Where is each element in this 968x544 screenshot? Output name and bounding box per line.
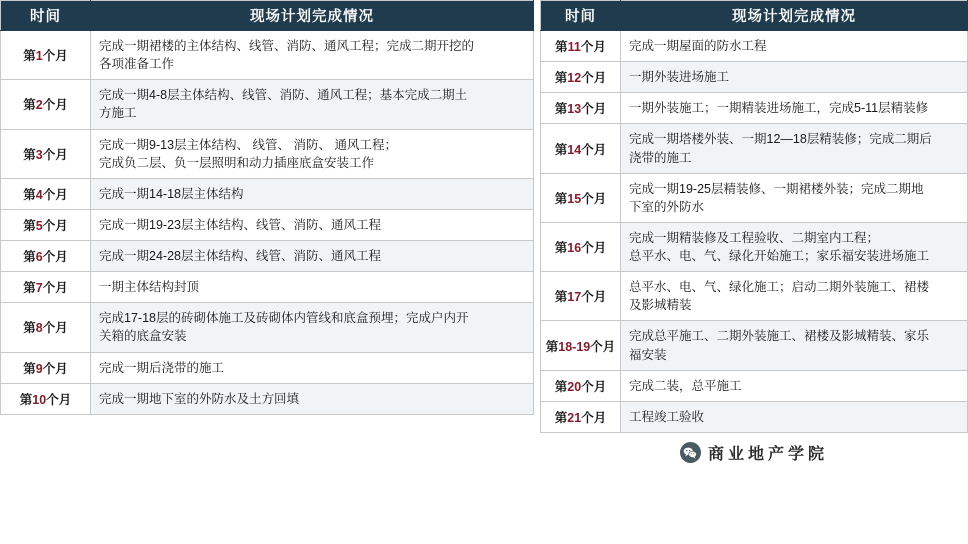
row-time-20	[541, 370, 621, 401]
wechat-icon	[680, 442, 701, 463]
row-time-1	[1, 31, 91, 80]
month-suffix: 个月	[581, 241, 607, 255]
month-prefix: 第	[554, 241, 568, 255]
table-row	[1, 178, 534, 209]
month-suffix: 个月	[42, 250, 68, 265]
desc-line: 完成总平施工、二期外装施工、裙楼及影城精装、家乐	[629, 329, 930, 344]
desc-line: 完成二装，总平施工	[629, 378, 742, 393]
row-desc-9	[91, 352, 534, 383]
row-time-9	[1, 352, 91, 383]
desc-line: 浇带的施工	[629, 150, 692, 165]
month-suffix: 个月	[581, 71, 607, 86]
month-number: 12	[567, 71, 582, 86]
month-prefix: 第	[554, 410, 568, 425]
row-desc-14	[621, 124, 968, 173]
row-desc-10	[91, 383, 534, 414]
row-time-14	[541, 124, 621, 173]
month-suffix: 个月	[581, 410, 607, 425]
left-schedule-table	[0, 0, 534, 415]
desc-line: 完成一期裙楼的主体结构、线管、消防、通风工程；完成二期开挖的	[99, 39, 475, 53]
row-time-21	[541, 401, 621, 432]
row-desc-8	[91, 303, 534, 352]
month-suffix: 个月	[581, 142, 607, 157]
table-row	[1, 352, 534, 383]
desc-line: 福安装	[629, 347, 667, 362]
month-number: 11	[567, 40, 581, 55]
desc-line: 下室的外防水	[629, 199, 705, 214]
table-row	[541, 62, 968, 93]
month-prefix: 第	[23, 218, 36, 233]
month-number: 14	[567, 142, 582, 157]
month-number: 10	[32, 392, 47, 407]
month-prefix: 第	[23, 187, 36, 202]
month-suffix: 个月	[581, 191, 607, 206]
month-number: 15	[567, 191, 582, 206]
month-number: 3	[35, 147, 43, 162]
desc-line: 完成一期14-18层主体结构	[99, 186, 244, 201]
desc-line: 完成一期9-13层主体结构、 线管、 消防、 通风工程；	[99, 137, 397, 152]
row-time-5	[1, 209, 91, 240]
month-prefix: 第	[545, 339, 559, 354]
table-row	[1, 303, 534, 352]
row-desc-11	[621, 31, 968, 62]
row-time-12	[541, 62, 621, 93]
table-row	[1, 129, 534, 178]
month-number: 5	[35, 218, 43, 233]
table-row	[541, 124, 968, 173]
right-table-container	[540, 0, 968, 544]
month-suffix: 个月	[46, 392, 72, 407]
month-prefix: 第	[554, 379, 568, 394]
month-number: 8	[35, 321, 43, 336]
footer-logo-text: 商业地产学院	[707, 446, 828, 464]
row-time-16	[541, 222, 621, 271]
row-desc-15	[621, 173, 968, 222]
month-suffix: 个月	[581, 102, 607, 117]
month-prefix: 第	[19, 392, 33, 407]
desc-line: 一期外装施工；一期精装进场施工，完成5-11层精装修	[629, 101, 929, 116]
month-number: 21	[567, 410, 582, 425]
month-prefix: 第	[554, 102, 568, 117]
table-row	[1, 80, 534, 129]
month-suffix: 个月	[42, 147, 68, 162]
row-desc-12	[621, 62, 968, 93]
row-time-11	[541, 31, 621, 62]
desc-line: 完成一期4-8层主体结构、线管、消防、通风工程；基本完成二期土	[99, 88, 468, 103]
month-number: 16	[567, 241, 582, 255]
month-number: 1	[35, 49, 43, 64]
footer-logo	[542, 434, 967, 472]
desc-line: 各项准备工作	[99, 57, 175, 72]
desc-line: 完成一期塔楼外装、一期12—18层精装修；完成二期后	[629, 132, 932, 147]
row-desc-1	[91, 31, 534, 80]
desc-line: 完成17-18层的砖砌体施工及砖砌体内管线和底盒预埋；完成户内开	[99, 311, 469, 326]
right-header-desc: 现场计划完成情况	[621, 1, 968, 31]
month-number: 20	[567, 379, 582, 394]
desc-line: 完成一期屋面的防水工程	[629, 39, 767, 53]
desc-line: 关箱的底盒安装	[99, 329, 187, 344]
month-suffix: 个月	[581, 290, 607, 305]
month-prefix: 第	[554, 191, 568, 206]
left-table-header-row	[1, 1, 534, 31]
month-number: 4	[35, 187, 43, 202]
month-prefix: 第	[23, 147, 36, 162]
desc-line: 完成负二层、负一层照明和动力插座底盒安装工作	[99, 155, 375, 170]
month-prefix: 第	[23, 281, 36, 296]
month-suffix: 个月	[42, 187, 68, 202]
left-header-time: 时间	[1, 1, 91, 31]
table-row	[1, 272, 534, 303]
month-number: 9	[35, 361, 43, 376]
table-row	[541, 222, 968, 271]
desc-line: 完成一期精装修及工程验收、二期室内工程；	[629, 230, 880, 245]
table-row	[541, 321, 968, 370]
footer-logo-cell	[541, 432, 968, 472]
row-desc-3	[91, 129, 534, 178]
desc-line: 工程竣工验收	[629, 409, 705, 424]
month-prefix: 第	[554, 71, 568, 86]
table-row	[1, 241, 534, 272]
table-row	[541, 401, 968, 432]
table-row	[541, 93, 968, 124]
row-desc-13	[621, 93, 968, 124]
table-row	[541, 370, 968, 401]
month-prefix: 第	[554, 290, 568, 305]
desc-line: 完成一期19-23层主体结构、线管、消防、通风工程	[99, 217, 381, 232]
row-time-13	[541, 93, 621, 124]
table-row	[1, 31, 534, 80]
month-number: 17	[567, 290, 582, 305]
desc-line: 完成一期后浇带的施工	[99, 360, 225, 375]
month-suffix: 个月	[42, 218, 68, 233]
month-suffix: 个月	[581, 379, 607, 394]
desc-line: 完成一期19-25层精装修、一期裙楼外装；完成二期地	[629, 181, 924, 196]
table-row	[541, 272, 968, 321]
month-prefix: 第	[23, 361, 36, 376]
row-time-8	[1, 303, 91, 352]
row-desc-4	[91, 178, 534, 209]
month-prefix: 第	[23, 250, 36, 265]
right-schedule-table	[540, 0, 968, 472]
right-header-time: 时间	[541, 1, 621, 31]
row-time-4	[1, 178, 91, 209]
month-suffix: 个月	[580, 40, 606, 55]
row-time-2	[1, 80, 91, 129]
row-time-6	[1, 241, 91, 272]
desc-line: 一期外装进场施工	[629, 70, 730, 85]
table-row	[541, 173, 968, 222]
row-desc-21	[621, 401, 968, 432]
desc-line: 完成一期24-28层主体结构、线管、消防、通风工程	[99, 249, 381, 263]
month-number: 18-19	[558, 339, 591, 354]
left-header-desc: 现场计划完成情况	[91, 1, 534, 31]
row-time-17	[541, 272, 621, 321]
month-number: 6	[35, 250, 43, 265]
footer-logo-row	[541, 432, 968, 472]
row-time-15	[541, 173, 621, 222]
month-suffix: 个月	[42, 361, 68, 376]
row-desc-16	[621, 222, 968, 271]
row-desc-5	[91, 209, 534, 240]
month-prefix: 第	[23, 321, 36, 336]
month-number: 2	[35, 98, 43, 113]
row-desc-2	[91, 80, 534, 129]
right-table-header-row	[541, 1, 968, 31]
row-time-10	[1, 383, 91, 414]
row-time-3	[1, 129, 91, 178]
table-row	[1, 209, 534, 240]
month-suffix: 个月	[42, 281, 68, 296]
row-desc-17	[621, 272, 968, 321]
month-prefix: 第	[555, 40, 568, 55]
month-prefix: 第	[23, 49, 36, 64]
desc-line: 完成一期地下室的外防水及土方回填	[99, 391, 300, 406]
desc-line: 及影城精装	[629, 298, 692, 313]
month-suffix: 个月	[42, 98, 68, 113]
row-time-7	[1, 272, 91, 303]
desc-line: 总平水、电、气、绿化施工；启动二期外装施工、裙楼	[629, 280, 930, 295]
row-desc-7	[91, 272, 534, 303]
month-prefix: 第	[23, 98, 36, 113]
month-suffix: 个月	[42, 49, 68, 64]
month-number: 7	[35, 281, 43, 296]
month-suffix: 个月	[590, 339, 616, 354]
row-desc-18	[621, 321, 968, 370]
month-suffix: 个月	[42, 321, 68, 336]
row-time-18	[541, 321, 621, 370]
desc-line: 总平水、电、气、绿化开始施工；家乐福安装进场施工	[629, 249, 930, 263]
desc-line: 方施工	[99, 106, 137, 121]
table-row	[541, 31, 968, 62]
month-number: 13	[567, 102, 582, 117]
desc-line: 一期主体结构封顶	[99, 280, 200, 295]
row-desc-20	[621, 370, 968, 401]
table-row	[1, 383, 534, 414]
month-prefix: 第	[554, 142, 568, 157]
row-desc-6	[91, 241, 534, 272]
